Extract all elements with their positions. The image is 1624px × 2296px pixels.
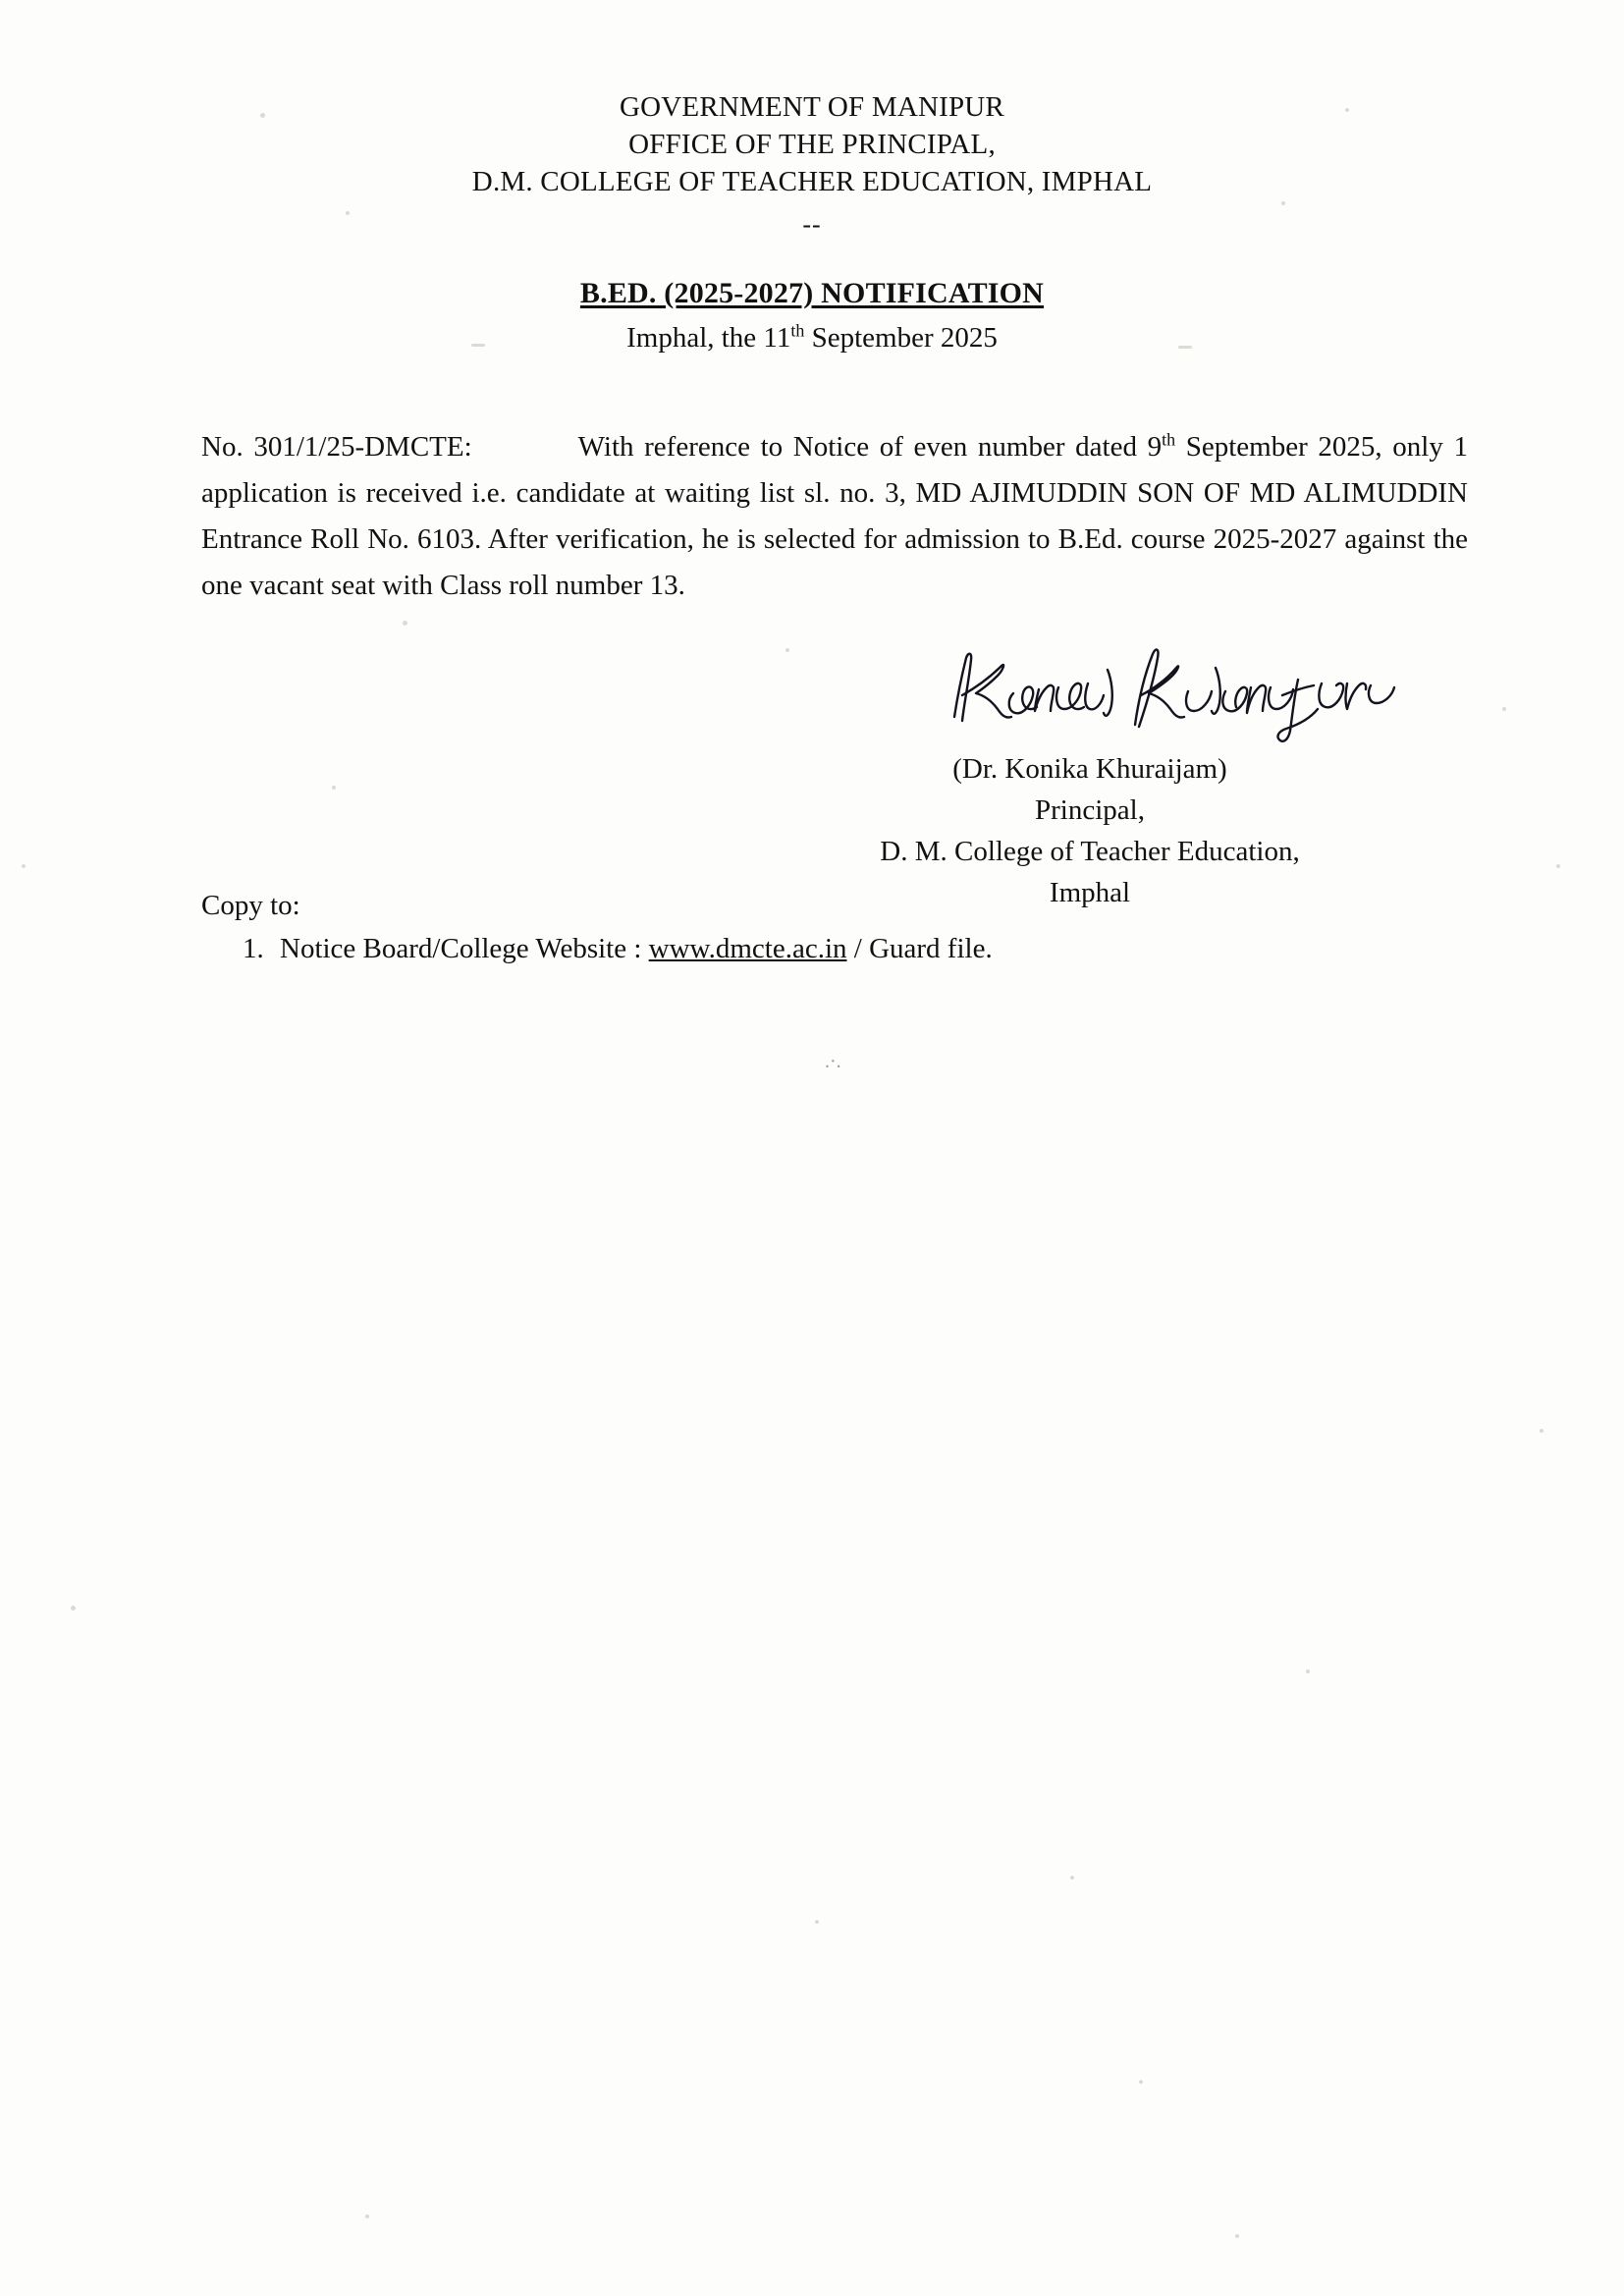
header-separator: -- <box>802 210 822 239</box>
copy-to-item-1 <box>201 927 1429 970</box>
page-title: B.ED. (2025-2027) NOTIFICATION <box>579 277 1045 309</box>
signatory-designation: Principal, <box>1035 794 1145 826</box>
scan-speck <box>332 786 336 790</box>
scan-speck <box>71 1606 76 1611</box>
scan-speck <box>1139 2080 1143 2084</box>
scan-speck <box>1502 707 1506 711</box>
handwritten-signature-icon <box>943 640 1404 748</box>
scan-speck <box>22 864 26 868</box>
scan-speck <box>346 211 350 215</box>
date-ordinal: th <box>790 320 805 341</box>
copy-item-suffix: / Guard file. <box>846 933 993 964</box>
scan-speck <box>403 621 407 626</box>
copy-to-section <box>201 884 1429 970</box>
scan-artifact-mark: .·. <box>825 1051 841 1072</box>
header-government-line: GOVERNMENT OF MANIPUR <box>620 91 1004 123</box>
scan-speck <box>260 113 265 118</box>
signatory-place: Imphal <box>1049 877 1131 908</box>
copy-to-heading: Copy to: <box>201 890 300 921</box>
website-link[interactable]: www.dmcte.ac.in <box>648 933 847 964</box>
document-date <box>0 322 1624 355</box>
scan-speck <box>365 2214 369 2218</box>
signature-image <box>943 640 1404 748</box>
scan-speck <box>1281 201 1285 205</box>
header-college-line: D.M. COLLEGE OF TEACHER EDUCATION, IMPHAL <box>471 166 1153 197</box>
body-part-one: With reference to Notice of even number dated 9 <box>577 431 1163 463</box>
notification-body <box>201 424 1468 609</box>
date-suffix: September 2025 <box>804 322 998 354</box>
scan-speck <box>785 648 789 652</box>
reference-number: No. 301/1/25-DMCTE: <box>201 431 472 463</box>
body-ordinal: th <box>1162 429 1176 450</box>
scan-speck <box>471 344 485 347</box>
scan-speck <box>1306 1669 1310 1673</box>
title-block <box>0 277 1624 355</box>
scan-speck <box>1345 108 1349 112</box>
signatory-name: (Dr. Konika Khuraijam) <box>952 753 1227 785</box>
copy-item-prefix: Notice Board/College Website : <box>280 933 649 964</box>
copy-item-number: 1. <box>243 933 264 964</box>
scan-speck <box>1235 2234 1239 2238</box>
document-header <box>0 88 1624 244</box>
header-office-line: OFFICE OF THE PRINCIPAL, <box>628 129 996 160</box>
scan-speck <box>1540 1429 1543 1433</box>
scan-speck <box>815 1920 819 1924</box>
body-part-two: September 2025, only 1 application is received i.e. candidate at waiting list sl. no. 3, MD AJIMUDDIN SON OF MD ALIMUDDIN Entrance Roll No. 6103. After verification, he is selected for admission to B.Ed. course 2025-2027 against the one vacant seat with Class roll number 13. <box>201 431 1468 601</box>
scan-speck <box>1178 346 1192 349</box>
date-prefix: Imphal, the 11 <box>626 322 791 354</box>
scan-speck <box>1070 1876 1074 1880</box>
scan-speck <box>1556 864 1560 868</box>
signatory-institution: D. M. College of Teacher Education, <box>880 836 1300 867</box>
